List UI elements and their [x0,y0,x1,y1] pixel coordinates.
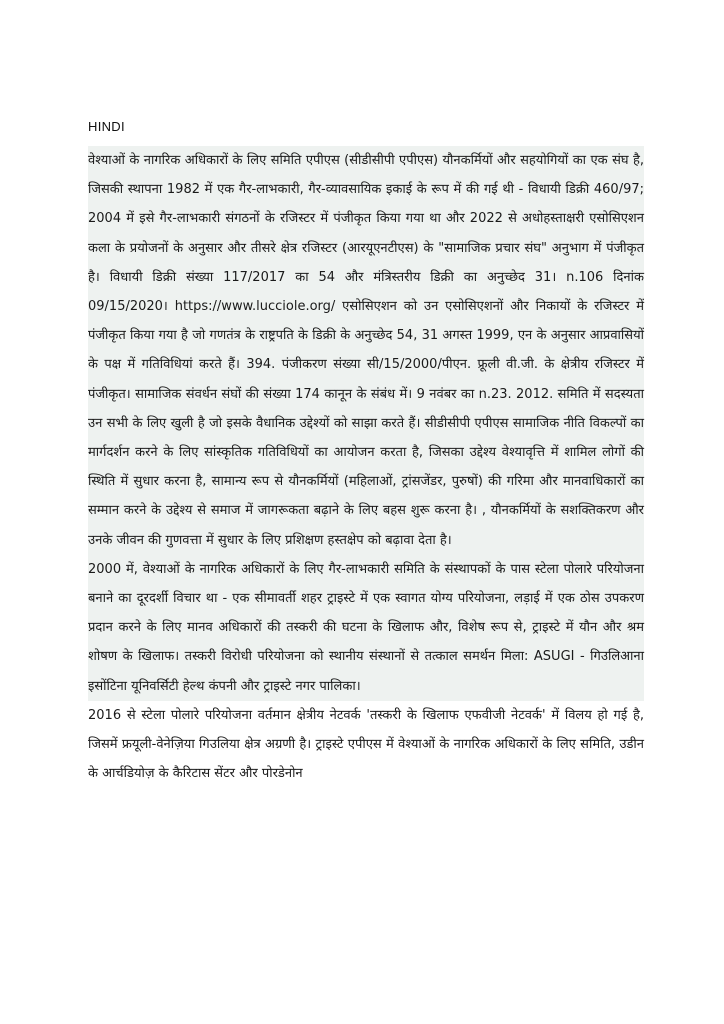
paragraph-fvg-network: 2016 से स्टेला पोलारे परियोजना वर्तमान क्षेत्रीय नेटवर्क 'तस्करी के खिलाफ एफवीजी नेटवर्क' में विलय हो गई है, जिसमें फ्रयूली-वेनेज़िया गिउलिया क्षेत्र अग्रणी है। ट्राइस्टे एपीएस में वेश्याओं के नागरिक अधिकारों के लिए समिति, उडीन के आर्चडियोज़ के कैरिटास सेंटर और पोरडेनोन [88,701,644,789]
document-body [88,146,644,788]
paragraph-stella-polare-origin: 2000 में, वेश्याओं के नागरिक अधिकारों के लिए गैर-लाभकारी समिति के संस्थापकों के पास स्टेला पोलारे परियोजना बनाने का दूरदर्शी विचार था - एक सीमावर्ती शहर ट्राइस्टे में एक स्वागत योग्य परियोजना, लड़ाई में एक ठोस उपकरण प्रदान करने के लिए मानव अधिकारों की तस्करी की घटना के खिलाफ और, विशेष रूप से, ट्राइस्टे में यौन और श्रम शोषण के खिलाफ। तस्करी विरोधी परियोजना को स्थानीय संस्थानों से तत्काल समर्थन मिला: ASUGI - गिउलिआना इसोंटिना यूनिवर्सिटी हेल्थ कंपनी और ट्राइस्टे नगर पालिका। [88,555,644,701]
language-heading: HINDI [88,119,125,134]
paragraph-about-committee: वेश्याओं के नागरिक अधिकारों के लिए समिति एपीएस (सीडीसीपी एपीएस) यौनकर्मियों और सहयोगियों का एक संघ है, जिसकी स्थापना 1982 में एक गैर-लाभकारी, गैर-व्यावसायिक इकाई के रूप में की गई थी - विधायी डिक्री 460/97; 2004 में इसे गैर-लाभकारी संगठनों के रजिस्टर में पंजीकृत किया गया था और 2022 से अधोहस्ताक्षरी एसोसिएशन कला के प्रयोजनों के अनुसार और तीसरे क्षेत्र रजिस्टर (आरयूएनटीएस) के "सामाजिक प्रचार संघ" अनुभाग में पंजीकृत है। विधायी डिक्री संख्या 117/2017 का 54 और मंत्रिस्तरीय डिक्री का अनुच्छेद 31। n.106 दिनांक 09/15/2020। https://www.lucciole.org/ एसोसिएशन को उन एसोसिएशनों और निकायों के रजिस्टर में पंजीकृत किया गया है जो गणतंत्र के राष्ट्रपति के डिक्री के अनुच्छेद 54, 31 अगस्त 1999, एन के अनुसार आप्रवासियों के पक्ष में गतिविधियां करते हैं। 394. पंजीकरण संख्या सी/15/2000/पीएन. फ्रूली वी.जी. के क्षेत्रीय रजिस्टर में पंजीकृत। सामाजिक संवर्धन संघों की संख्या 174 कानून के संबंध में। 9 नवंबर का n.23. 2012. समिति में सदस्यता उन सभी के लिए खुली है जो इसके वैधानिक उद्देश्यों को साझा करते हैं। सीडीसीपी एपीएस सामाजिक नीति विकल्पों का मार्गदर्शन करने के लिए सांस्कृतिक गतिविधियों का आयोजन करता है, जिसका उद्देश्य वेश्यावृत्ति में शामिल लोगों की स्थिति में सुधार करना है, सामान्य रूप से यौनकर्मियों (महिलाओं, ट्रांसजेंडर, पुरुषों) की गरिमा और मानवाधिकारों का सम्मान करने के उद्देश्य से समाज में जागरूकता बढ़ाने के लिए बहस शुरू करना है। , यौनकर्मियों के सशक्तिकरण और उनके जीवन की गुणवत्ता में सुधार के लिए प्रशिक्षण हस्तक्षेप को बढ़ावा देता है। [88,146,644,555]
